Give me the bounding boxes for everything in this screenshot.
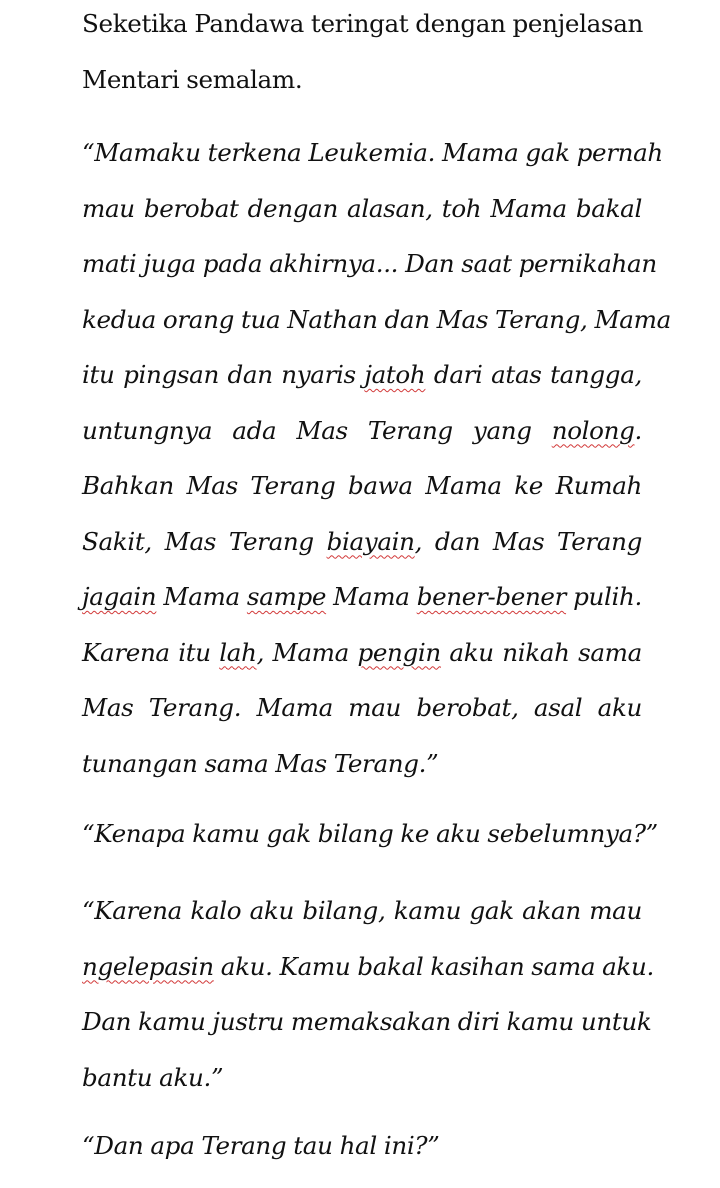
text-line [82,181,642,237]
text-run: dari atas tangga, [425,360,642,389]
text-line [82,52,642,108]
text-line [82,569,642,625]
text-run: “Dan apa Terang tau hal ini?” [82,1131,440,1160]
spellcheck-word[interactable]: lah [219,637,257,667]
text-run: Bahkan Mas Terang bawa Mama ke Rumah [82,471,642,500]
text-line [82,403,642,459]
text-run: bantu aku.” [82,1062,224,1092]
text-line [82,1050,642,1106]
text-line [82,458,642,514]
text-line [82,806,658,862]
text-run: Karena itu [82,637,220,667]
text-line [82,883,642,939]
text-run: “Mamaku terkena Leukemia. Mama gak pernah [82,138,663,167]
text-run: aku. Kamu bakal kasihan sama aku. [213,951,654,981]
spellcheck-word[interactable]: nolong [551,415,635,445]
text-run: itu pingsan dan nyaris [82,360,365,389]
text-run: untungnya ada Mas Terang yang [82,415,552,445]
text-line [82,680,642,736]
paragraph [82,1118,642,1174]
text-run: , Mama [256,637,358,667]
text-run: . [634,415,642,445]
paragraph [82,125,671,791]
text-run: mau berobat dengan alasan, toh Mama bakal [82,193,642,223]
text-line [82,125,663,181]
paragraph [82,0,642,107]
spellcheck-word[interactable]: jatoh [364,360,426,389]
text-run: Mas Terang. Mama mau berobat, asal aku [82,693,642,722]
text-run: Sakit, Mas Terang [82,526,327,556]
text-line [82,1118,642,1174]
spellcheck-word[interactable]: sampe [246,582,327,611]
text-line [82,292,671,348]
text-run: pulih. [566,582,643,611]
spellcheck-word[interactable]: jagain [82,582,157,611]
paragraph [82,806,658,862]
text-line [82,625,642,681]
spellcheck-word[interactable]: bener-bener [416,582,567,611]
text-line [82,514,642,570]
text-run: Dan kamu justru memaksakan diri kamu untuk [82,1007,652,1036]
text-run: aku nikah sama [440,637,642,667]
text-line [82,347,642,403]
text-line [82,0,642,52]
text-run: Mama [326,582,417,611]
text-run: kedua orang tua Nathan dan Mas Terang, Mama [82,304,671,334]
text-run: , dan Mas Terang [414,526,642,556]
text-line [82,939,654,995]
text-run: tunangan sama Mas Terang.” [82,748,439,778]
spellcheck-word[interactable]: biayain [326,526,415,556]
text-line [82,736,642,792]
text-run: “Karena kalo aku bilang, kamu gak akan mau [82,896,642,925]
text-run: Mentari semalam. [82,64,303,94]
text-run: “Kenapa kamu gak bilang ke aku sebelumnya?” [82,819,658,848]
text-line [82,994,652,1050]
text-line [82,236,657,292]
text-run: mati juga pada akhirnya... Dan saat pernikahan [82,249,657,278]
text-run: Mama [156,582,247,611]
text-run: Seketika Pandawa teringat dengan penjelasan [82,9,643,38]
paragraph [82,883,654,1105]
spellcheck-word[interactable]: pengin [357,637,441,667]
spellcheck-word[interactable]: ngelepasin [82,951,214,981]
